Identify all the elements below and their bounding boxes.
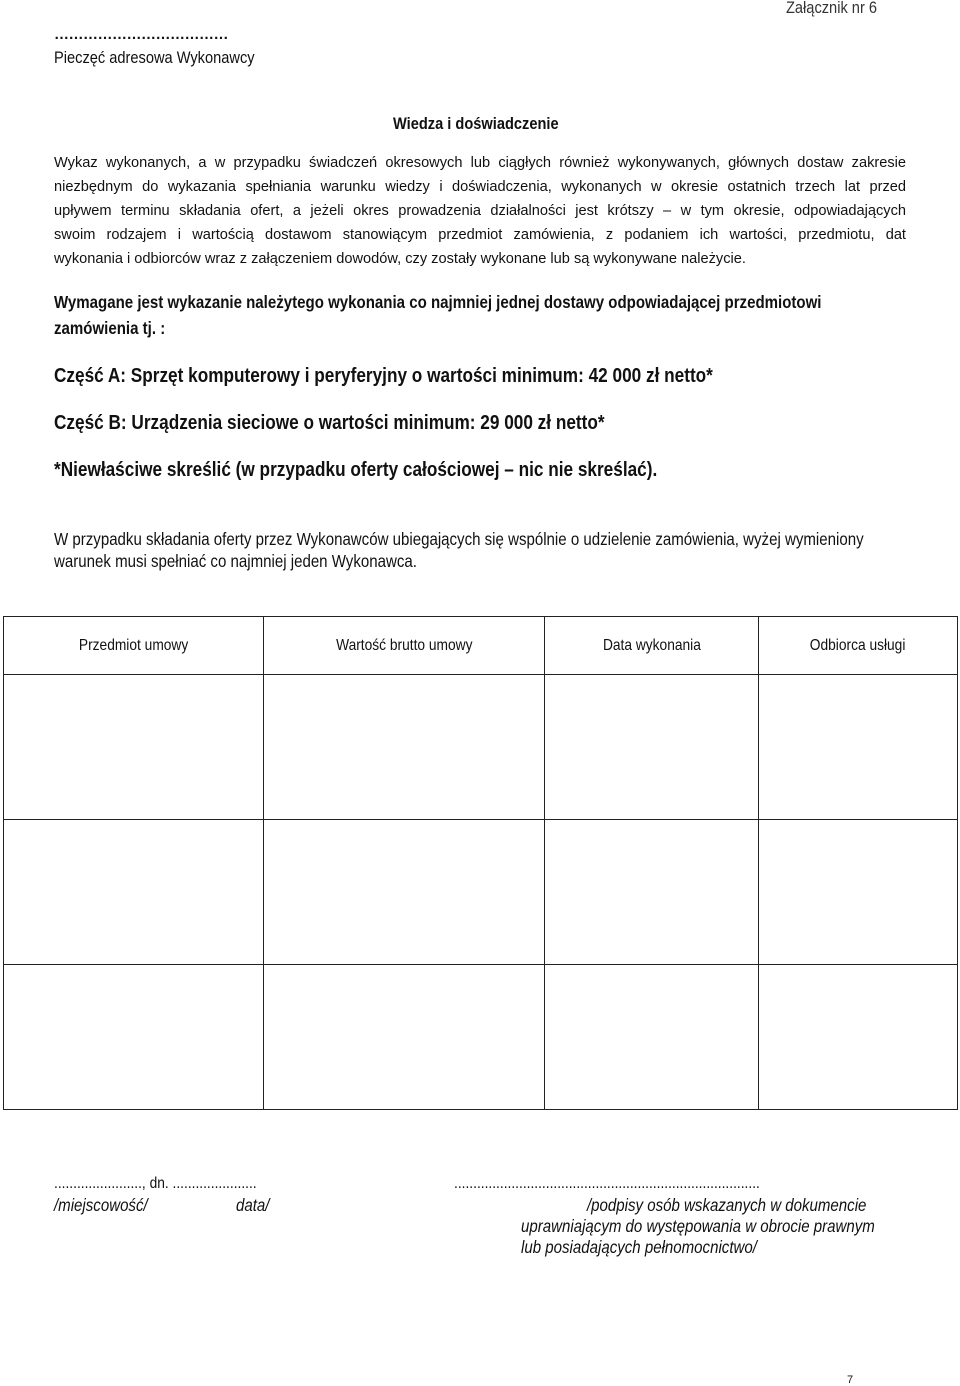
place-date-dots: ......................., dn. ...................... bbox=[54, 1175, 257, 1192]
experience-table bbox=[3, 616, 958, 1110]
header-cell: Data wykonania bbox=[545, 617, 759, 675]
table-row bbox=[4, 820, 958, 965]
table-cell[interactable] bbox=[759, 965, 958, 1110]
signature-dots: ................................................................................ bbox=[454, 1175, 760, 1192]
signature-caption-1: /podpisy osób wskazanych w dokumencie bbox=[587, 1195, 867, 1215]
table-cell[interactable] bbox=[759, 675, 958, 820]
consortium-line-2: warunek musi spełniać co najmniej jeden Wykonawca. bbox=[54, 551, 417, 571]
part-a: Część A: Sprzęt komputerowy i peryferyjny o wartości minimum: 42 000 zł netto* bbox=[54, 365, 713, 387]
table-cell[interactable] bbox=[264, 820, 545, 965]
intro-line: swoim rodzajem i wartością dostawom stanowiącym przedmiot zamówienia, z podaniem ich wartości, przedmiotu, dat bbox=[54, 227, 906, 243]
table-row bbox=[4, 675, 958, 820]
document-title: Wiedza i doświadczenie bbox=[393, 114, 559, 133]
intro-paragraph bbox=[54, 151, 906, 271]
table-cell[interactable] bbox=[545, 675, 759, 820]
table-cell[interactable] bbox=[545, 965, 759, 1110]
table-cell[interactable] bbox=[4, 675, 264, 820]
table-cell[interactable] bbox=[4, 965, 264, 1110]
page-number: 7 bbox=[847, 1374, 854, 1386]
place-label: /miejscowość/ bbox=[54, 1195, 148, 1215]
intro-line: Wykaz wykonanych, a w przypadku świadczeń okresowych lub ciągłych również wykonywanych, głównych dostaw zakresie bbox=[54, 155, 906, 171]
table-header-row bbox=[4, 617, 958, 675]
annex-label: Załącznik nr 6 bbox=[786, 0, 878, 17]
date-label: data/ bbox=[236, 1195, 270, 1215]
signature-caption-3: lub posiadających pełnomocnictwo/ bbox=[521, 1237, 757, 1257]
table-cell[interactable] bbox=[4, 820, 264, 965]
requirement-line-2: zamówienia tj. : bbox=[54, 318, 166, 338]
intro-line: niezbędnym do wykazania spełniania warunku wiedzy i doświadczenia, wykonanych w okresie ostatnich trzech lat przed bbox=[54, 179, 906, 195]
header-cell: Wartość brutto umowy bbox=[264, 617, 545, 675]
table-row bbox=[4, 965, 958, 1110]
requirement-line-1: Wymagane jest wykazanie należytego wykonania co najmniej jednej dostawy odpowiadającej przedmiotowi bbox=[54, 292, 822, 312]
stamp-label: Pieczęć adresowa Wykonawcy bbox=[54, 48, 255, 67]
table-cell[interactable] bbox=[264, 965, 545, 1110]
stamp-dots: ……………………………… bbox=[54, 26, 228, 43]
header-cell: Przedmiot umowy bbox=[4, 617, 264, 675]
intro-line: upływem terminu składania ofert, a jeżeli okres prowadzenia działalności jest krótszy – w tym okresie, odpowiadających bbox=[54, 203, 906, 219]
table-cell[interactable] bbox=[264, 675, 545, 820]
table-cell[interactable] bbox=[545, 820, 759, 965]
header-cell: Odbiorca usługi bbox=[759, 617, 958, 675]
strike-note: *Niewłaściwe skreślić (w przypadku oferty całościowej – nic nie skreślać). bbox=[54, 459, 658, 481]
part-b: Część B: Urządzenia sieciowe o wartości minimum: 29 000 zł netto* bbox=[54, 412, 605, 434]
intro-line: wykonania i odbiorców wraz z załączeniem dowodów, czy zostały wykonane lub są wykonywane należycie. bbox=[54, 251, 746, 267]
signature-caption-2: uprawniającym do występowania w obrocie prawnym bbox=[521, 1216, 875, 1236]
consortium-line-1: W przypadku składania oferty przez Wykonawców ubiegających się wspólnie o udzielenie zamówienia, wyżej wymieniony bbox=[54, 529, 864, 549]
table-cell[interactable] bbox=[759, 820, 958, 965]
